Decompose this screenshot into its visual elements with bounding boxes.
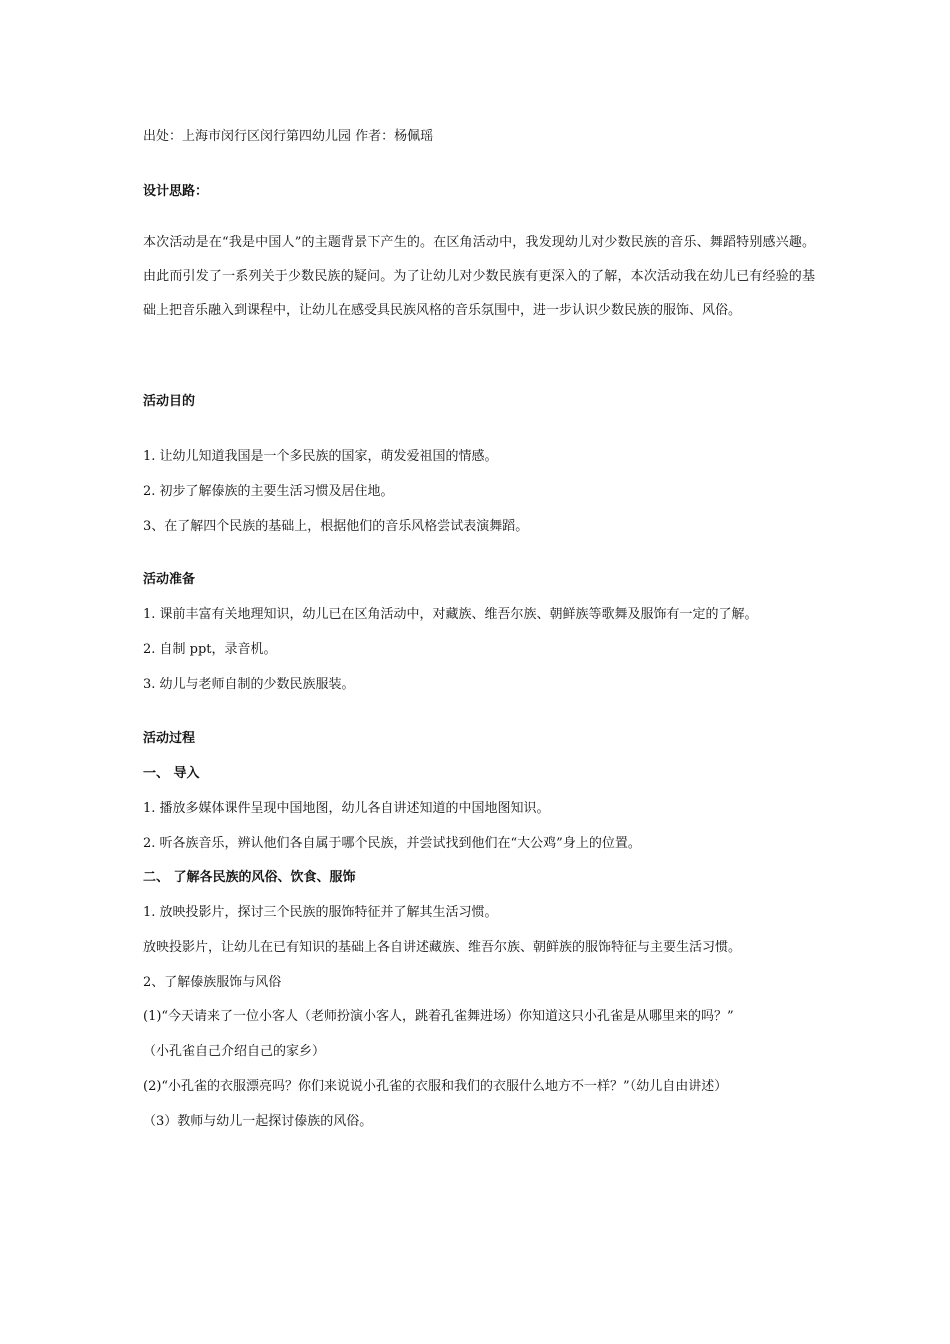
source-line: 出处：上海市闵行区闵行第四幼儿园 作者：杨佩瑶 [143,129,434,144]
section2-item-2: 放映投影片，让幼儿在已有知识的基础上各自讲述藏族、维吾尔族、朝鲜族的服饰特征与主要生活习惯。 [143,940,742,955]
section2-title: 二、 了解各民族的风俗、饮食、服饰 [143,870,356,885]
design-heading: 设计思路： [143,184,209,199]
goal-item-3: 3、在了解四个民族的基础上，根据他们的音乐风格尝试表演舞蹈。 [143,519,529,534]
section1-item-1: 1. 播放多媒体课件呈现中国地图，幼儿各自讲述知道的中国地图知识。 [143,801,550,816]
section2-item-4: (1)“今天请来了一位小客人（老师扮演小客人，跳着孔雀舞进场）你知道这只小孔雀是从哪里来的吗？” [143,1009,734,1024]
goal-item-2: 2. 初步了解傣族的主要生活习惯及居住地。 [143,484,394,499]
goals-heading: 活动目的 [143,394,196,409]
section2-item-3: 2、了解傣族服饰与风俗 [143,975,282,990]
design-paragraph: 本次活动是在“我是中国人”的主题背景下产生的。在区角活动中，我发现幼儿对少数民族的音乐、舞蹈特别感兴趣。由此而引发了一系列关于少数民族的疑问。为了让幼儿对少数民族有更深入的了解，本次活动我在幼儿已有经验的基础上把音乐融入到课程中，让幼儿在感受具民族风格的音乐氛围中，进一步认识少数民族的服饰、风俗。 [143,235,815,318]
prep-item-1: 1. 课前丰富有关地理知识，幼儿已在区角活动中，对藏族、维吾尔族、朝鲜族等歌舞及服饰有一定的了解。 [143,607,758,622]
section1-title: 一、 导入 [143,766,200,781]
process-heading: 活动过程 [143,731,196,746]
section2-item-5: （小孔雀自己介绍自己的家乡） [143,1044,326,1059]
goal-item-1: 1. 让幼儿知道我国是一个多民族的国家，萌发爱祖国的情感。 [143,449,498,464]
section1-item-2: 2. 听各族音乐，辨认他们各自属于哪个民族，并尝试找到他们在“大公鸡”身上的位置。 [143,836,641,851]
section2-item-7: （3）教师与幼儿一起探讨傣族的风俗。 [143,1114,373,1129]
prep-item-2: 2. 自制 ppt，录音机。 [143,642,277,657]
prep-heading: 活动准备 [143,572,196,587]
section2-item-6: (2)“小孔雀的衣服漂亮吗？你们来说说小孔雀的衣服和我们的衣服什么地方不一样？”（幼儿自由讲述） [143,1079,728,1094]
prep-item-3: 3. 幼儿与老师自制的少数民族服装。 [143,677,355,692]
section2-item-1: 1. 放映投影片，探讨三个民族的服饰特征并了解其生活习惯。 [143,905,498,920]
